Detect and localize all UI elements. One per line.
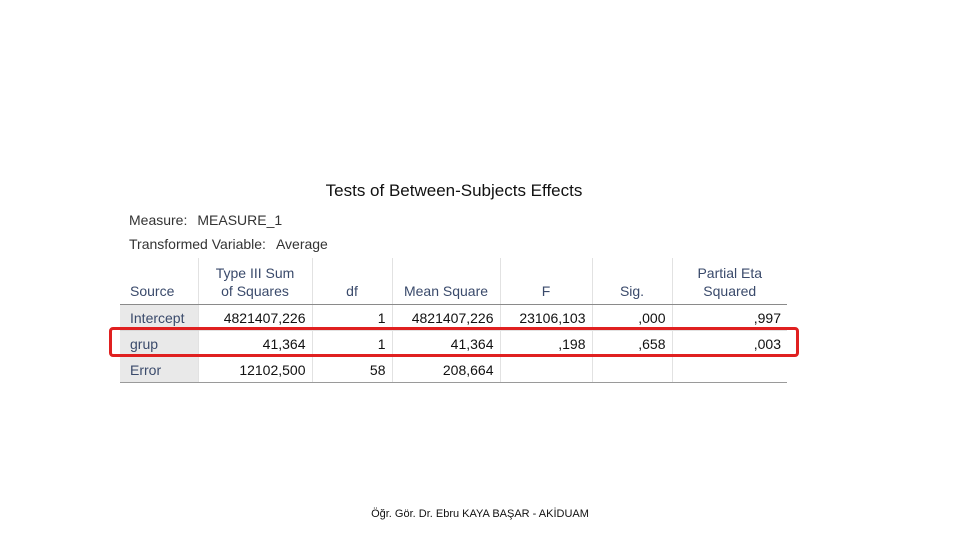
cell-df: 1 [312,331,392,357]
header-partial-eta [672,258,787,305]
cell-f: 23106,103 [500,305,592,331]
header-df: df [312,258,392,305]
header-row [120,258,787,305]
header-eta-line1: Partial Eta [697,265,763,281]
cell-mean-square: 41,364 [392,331,500,357]
row-label: Intercept [120,305,198,331]
grup-row-highlight-box [109,327,799,357]
footer-credit: Öğr. Gör. Dr. Ebru KAYA BAŞAR - AKİDUAM [371,508,589,520]
header-ss-line1: Type III Sum [215,265,295,281]
transformed-variable-line [129,236,328,252]
table-row-error [120,357,787,383]
cell-partial-eta [672,357,787,383]
transformed-value: Average [275,236,328,252]
measure-line [129,212,282,228]
table-title: Tests of Between-Subjects Effects [325,181,583,200]
cell-sum-of-squares: 41,364 [198,331,312,357]
between-subjects-effects-table [120,258,787,383]
header-sum-of-squares [198,258,312,305]
cell-mean-square: 208,664 [392,357,500,383]
cell-sig: ,000 [592,305,672,331]
row-label: grup [120,331,198,357]
transformed-label: Transformed Variable: [129,236,266,252]
header-eta-line2: Squared [703,283,757,299]
measure-label: Measure: [129,212,188,228]
cell-mean-square: 4821407,226 [392,305,500,331]
measure-value: MEASURE_1 [197,212,283,228]
cell-sum-of-squares: 4821407,226 [198,305,312,331]
cell-df: 1 [312,305,392,331]
cell-partial-eta: ,997 [672,305,787,331]
cell-df: 58 [312,357,392,383]
cell-f [500,357,592,383]
header-sig: Sig. [592,258,672,305]
header-ss-line2: of Squares [221,283,289,299]
header-f: F [500,258,592,305]
header-mean-square: Mean Square [392,258,500,305]
cell-sig: ,658 [592,331,672,357]
cell-sum-of-squares: 12102,500 [198,357,312,383]
cell-partial-eta: ,003 [672,331,787,357]
header-source: Source [120,258,198,305]
cell-f: ,198 [500,331,592,357]
cell-sig [592,357,672,383]
row-label: Error [120,357,198,383]
